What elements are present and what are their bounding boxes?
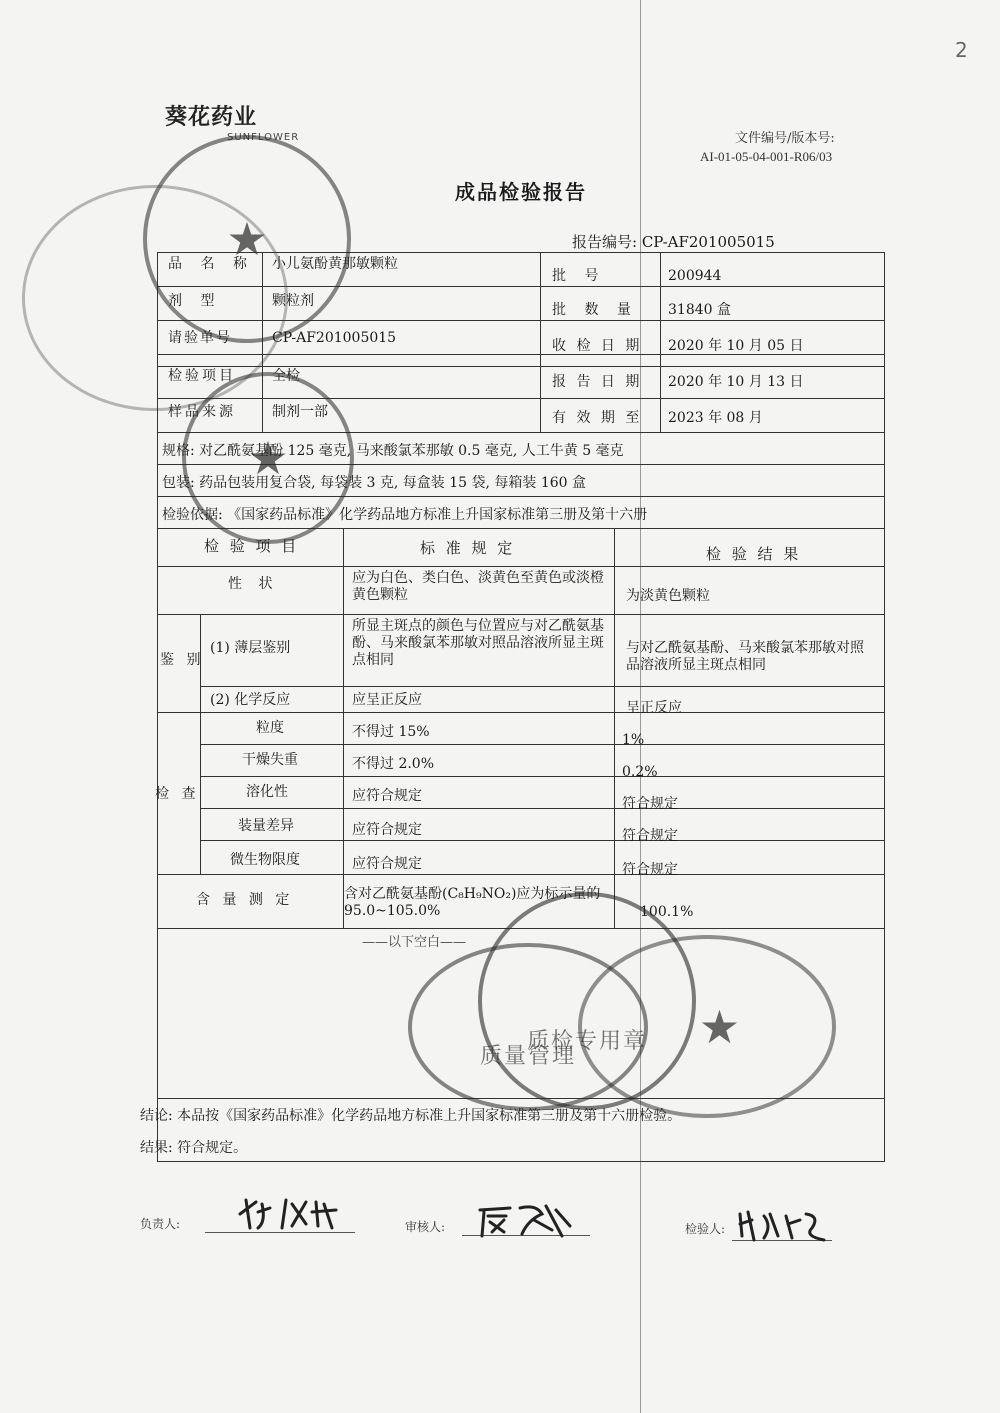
value-expiry: 2023 年 08 月 [668, 410, 763, 426]
seal-star-icon: ★ [226, 212, 268, 266]
responsible-label: 负责人: [140, 1217, 181, 1231]
report-number: 报告编号: CP-AF201005015 [572, 233, 775, 251]
group-inspection: 检 查 [155, 786, 200, 802]
item-loss-on-drying: 干燥失重 [242, 752, 298, 768]
label-test-items: 检验项目 [168, 368, 236, 384]
company-logo [165, 100, 315, 148]
value-receive-date: 2020 年 10 月 05 日 [668, 338, 804, 354]
std-tlc: 所显主斑点的颜色与位置应与对乙酰氨基酚、马来酸氯苯那敏对照品溶液所显主斑点相同 [352, 618, 604, 668]
item-assay: 含 量 测 定 [196, 892, 294, 908]
package-line: 包装: 药品包装用复合袋, 每袋装 3 克, 每盒装 15 袋, 每箱装 160 盒 [162, 475, 587, 491]
page-number: 2 [955, 38, 968, 62]
res-loss-on-drying: 0.2% [622, 764, 658, 780]
seal-star-icon-2: ★ [247, 431, 289, 485]
value-request-no: CP-AF201005015 [272, 330, 397, 346]
blank-marker: ——以下空白—— [362, 935, 467, 950]
qc-seal-text: 质检专用章 [526, 1029, 647, 1054]
item-granularity: 粒度 [256, 720, 284, 736]
label-dosage-form: 剂 型 [168, 293, 222, 309]
item-tlc: (1) 薄层鉴别 [210, 640, 291, 656]
std-fill-variation: 应符合规定 [352, 822, 422, 838]
label-request-no: 请验单号 [168, 330, 232, 346]
label-expiry: 有 效 期 至 [552, 410, 643, 426]
value-sample-source: 制剂一部 [272, 404, 328, 420]
inspector-signature [736, 1206, 836, 1253]
doc-code-value: AI-01-05-04-001-R06/03 [700, 149, 833, 164]
std-microbial-limit: 应符合规定 [352, 856, 422, 872]
qa-dept-seal-text: 质量管理 [479, 1044, 576, 1069]
res-tlc: 与对乙酰氨基酚、马来酸氯苯那敏对照品溶液所显主斑点相同 [626, 640, 864, 673]
item-fill-variation: 装量差异 [238, 818, 294, 834]
res-assay: 100.1% [640, 904, 694, 920]
responsible-signature [236, 1194, 346, 1241]
std-appearance: 应为白色、类白色、淡黄色至黄色或淡橙黄色颗粒 [352, 570, 604, 603]
std-solubility: 应符合规定 [352, 788, 422, 804]
seal-star-icon-3: ★ [698, 999, 741, 1054]
label-batch-no: 批 号 [552, 268, 606, 284]
inspector-label: 检验人: [685, 1222, 726, 1236]
label-batch-qty: 批 数 量 [552, 302, 638, 318]
reviewer-label: 审核人: [405, 1220, 446, 1234]
page-title: 成品检验报告 [455, 180, 587, 204]
std-loss-on-drying: 不得过 2.0% [352, 756, 435, 772]
reviewer-signature [476, 1200, 576, 1247]
item-solubility: 溶化性 [246, 784, 288, 800]
th-result: 检 验 结 果 [706, 545, 802, 563]
std-assay: 含对乙酰氨基酚(C₈H₉NO₂)应为标示量的 95.0~105.0% [344, 886, 601, 919]
value-dosage-form: 颗粒剂 [272, 293, 314, 309]
th-standard: 标 准 规 定 [420, 539, 516, 557]
result-line: 结果: 符合规定。 [140, 1140, 248, 1156]
label-report-date: 报 告 日 期 [552, 374, 643, 390]
conclusion-line: 结论: 本品按《国家药品标准》化学药品地方标准上升国家标准第三册及第十六册检验。 [140, 1108, 682, 1124]
item-appearance: 性 状 [228, 576, 279, 592]
value-product-name: 小儿氨酚黄那敏颗粒 [272, 256, 398, 272]
res-granularity: 1% [622, 732, 645, 748]
res-appearance: 为淡黄色颗粒 [626, 588, 710, 604]
res-solubility: 符合规定 [622, 796, 678, 812]
doc-code-label: 文件编号/版本号: [735, 131, 835, 146]
item-chem-reaction: (2) 化学反应 [210, 692, 291, 708]
basis-line: 检验依据: 《国家药品标准》化学药品地方标准上升国家标准第三册及第十六册 [162, 507, 648, 523]
res-chem-reaction: 呈正反应 [626, 700, 682, 716]
std-chem-reaction: 应呈正反应 [352, 692, 422, 708]
label-receive-date: 收 检 日 期 [552, 338, 643, 354]
std-granularity: 不得过 15% [352, 724, 430, 740]
label-sample-source: 样品来源 [168, 404, 236, 420]
logo-cn: 葵花药业 [165, 105, 258, 130]
label-product-name: 品 名 称 [168, 256, 254, 272]
value-batch-qty: 31840 盒 [668, 302, 731, 318]
spec-line: 规格: 对乙酰氨基酚 125 毫克, 马来酸氯苯那敏 0.5 毫克, 人工牛黄 5 毫克 [162, 443, 624, 459]
res-microbial-limit: 符合规定 [622, 862, 678, 878]
res-fill-variation: 符合规定 [622, 828, 678, 844]
item-microbial-limit: 微生物限度 [230, 852, 300, 868]
value-report-date: 2020 年 10 月 13 日 [668, 374, 804, 390]
th-item: 检 验 项 目 [204, 537, 300, 555]
logo-en: SUNFLOWER [227, 132, 300, 143]
value-test-items: 全检 [272, 368, 300, 384]
group-identification: 鉴 别 [160, 652, 205, 668]
value-batch-no: 200944 [668, 268, 722, 284]
